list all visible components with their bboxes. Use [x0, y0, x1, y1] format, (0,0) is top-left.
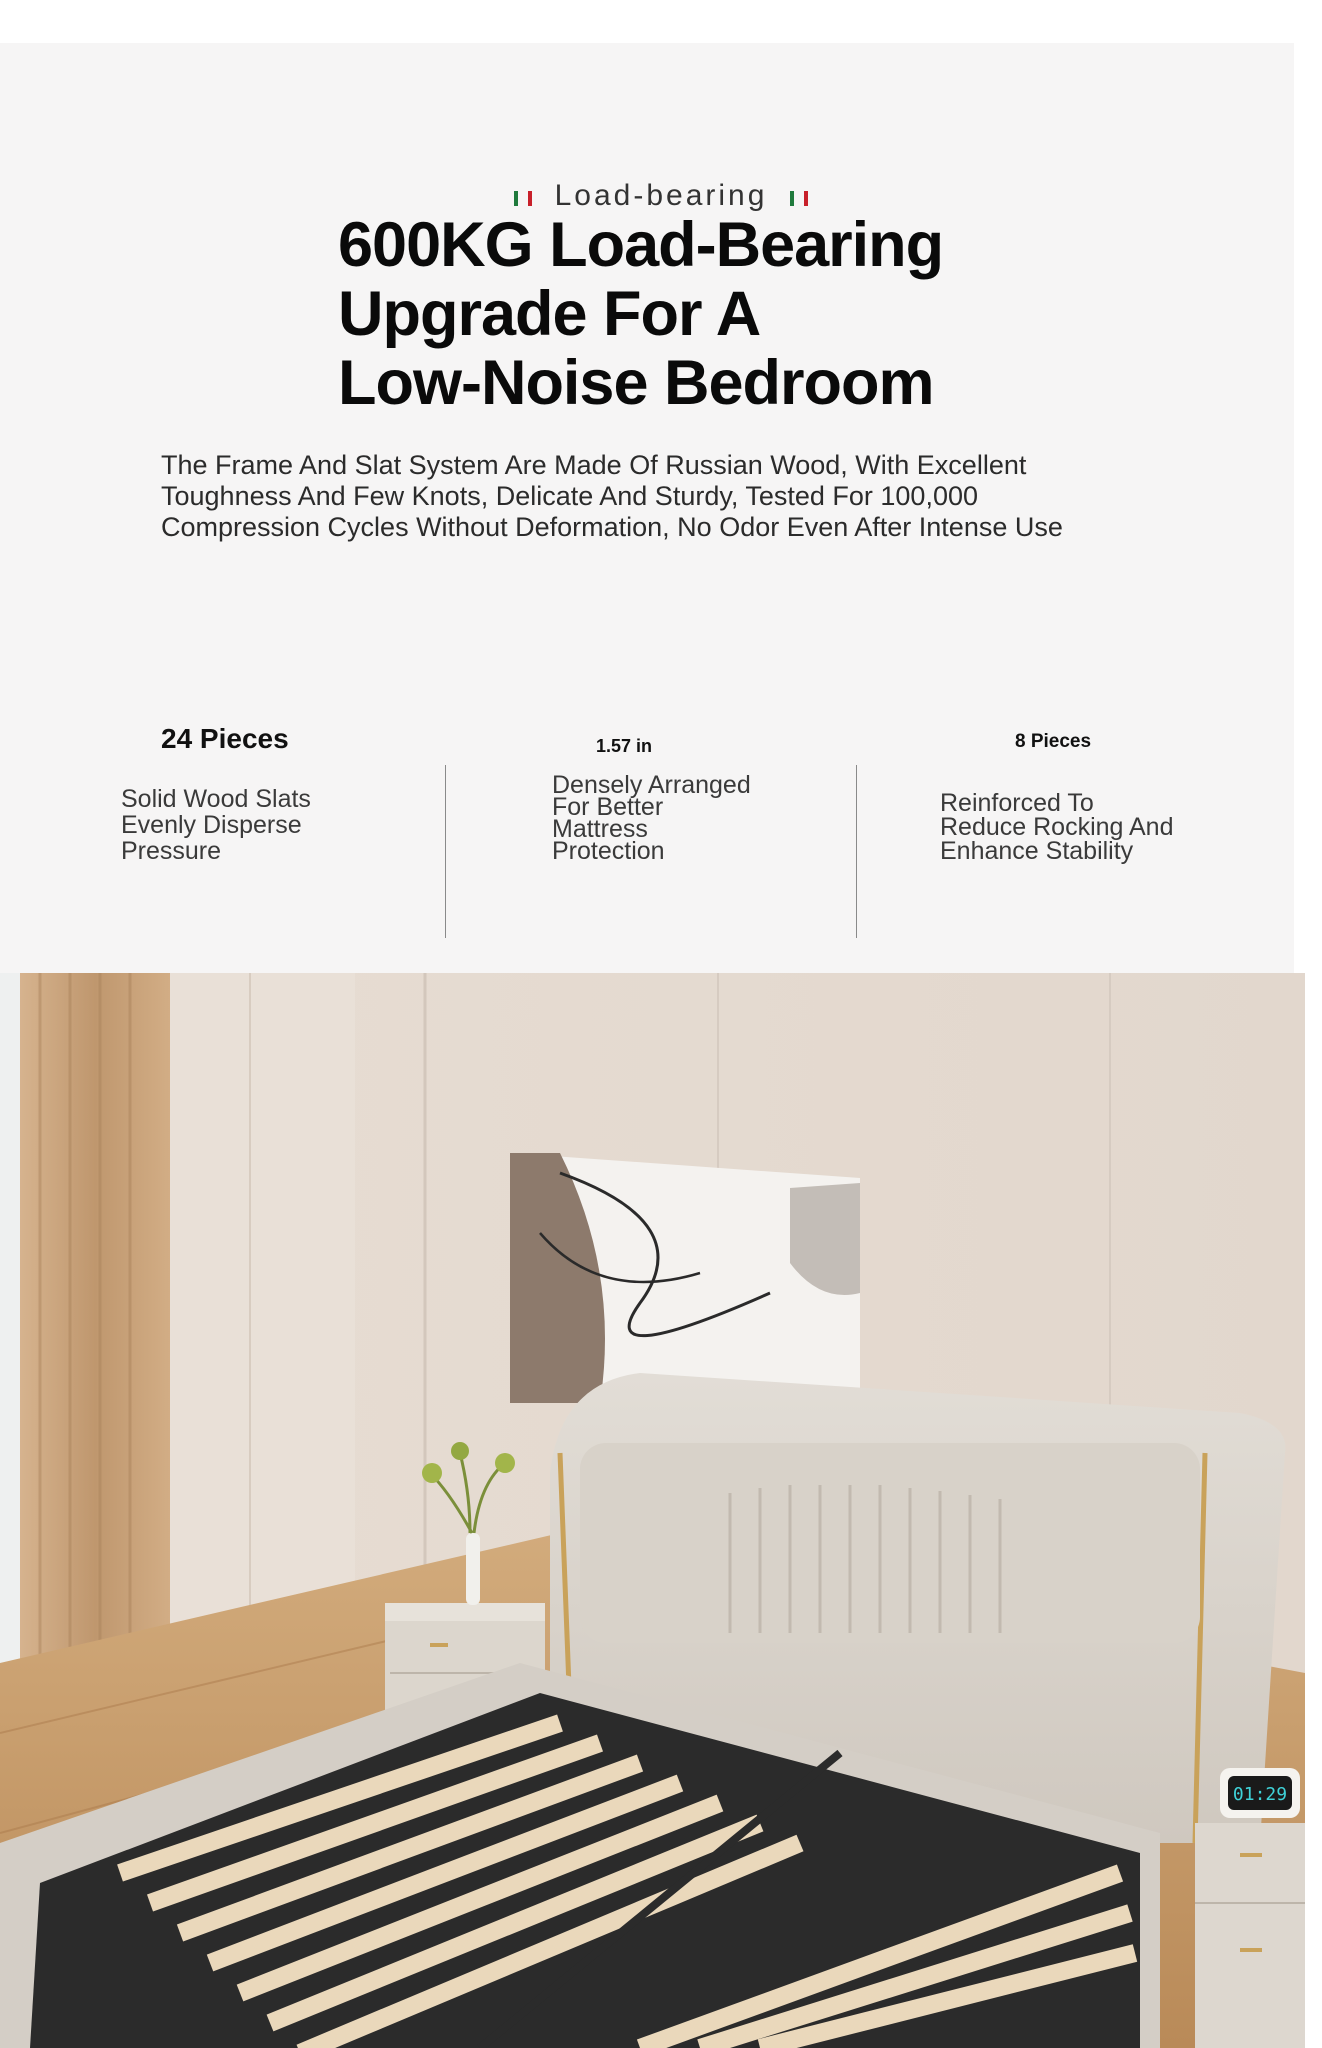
spec-text-line: Mattress: [552, 815, 648, 843]
spec-text-reinforcement: [940, 791, 1210, 863]
spec-text-line: Solid Wood Slats: [121, 785, 311, 813]
bedroom-illustration: [0, 973, 1305, 2048]
spec-text-slats: [121, 786, 381, 864]
spec-divider: [856, 765, 857, 938]
spec-text-line: Protection: [552, 837, 665, 865]
spec-text-line: Enhance Stability: [940, 837, 1134, 865]
spec-value-slats: 24 Pieces: [161, 723, 289, 754]
spec-text-line: Densely Arranged: [552, 771, 751, 799]
spec-text-line: Evenly Disperse: [121, 811, 302, 839]
spec-text-line: Reinforced To: [940, 789, 1094, 817]
spec-divider: [445, 765, 446, 938]
headline: [338, 211, 1038, 418]
tag-label: Load-bearing: [554, 179, 768, 212]
headline-line: 600KG Load-Bearing: [338, 210, 944, 280]
description-line: Toughness And Few Knots, Delicate And Sturdy, Tested For 100,000: [161, 481, 979, 511]
description-line: Compression Cycles Without Deformation, No Odor Even After Intense Use: [161, 512, 1063, 542]
spec-text-line: Reduce Rocking And: [940, 813, 1174, 841]
clock-display: 01:29: [1232, 1784, 1288, 1805]
headline-line: Upgrade For A: [338, 279, 761, 349]
spec-text-line: For Better: [552, 793, 664, 821]
spec-value-spacing: 1.57 in: [596, 736, 653, 756]
description: [161, 450, 1171, 543]
headline-line: Low-Noise Bedroom: [338, 348, 934, 418]
spec-text-spacing: [552, 771, 792, 865]
description-line: The Frame And Slat System Are Made Of Russian Wood, With Excellent: [161, 450, 1027, 480]
bedroom-photo: [0, 973, 1305, 2048]
spec-value-reinforcement: 8 Pieces: [1015, 731, 1092, 752]
spec-text-line: Pressure: [121, 837, 222, 865]
